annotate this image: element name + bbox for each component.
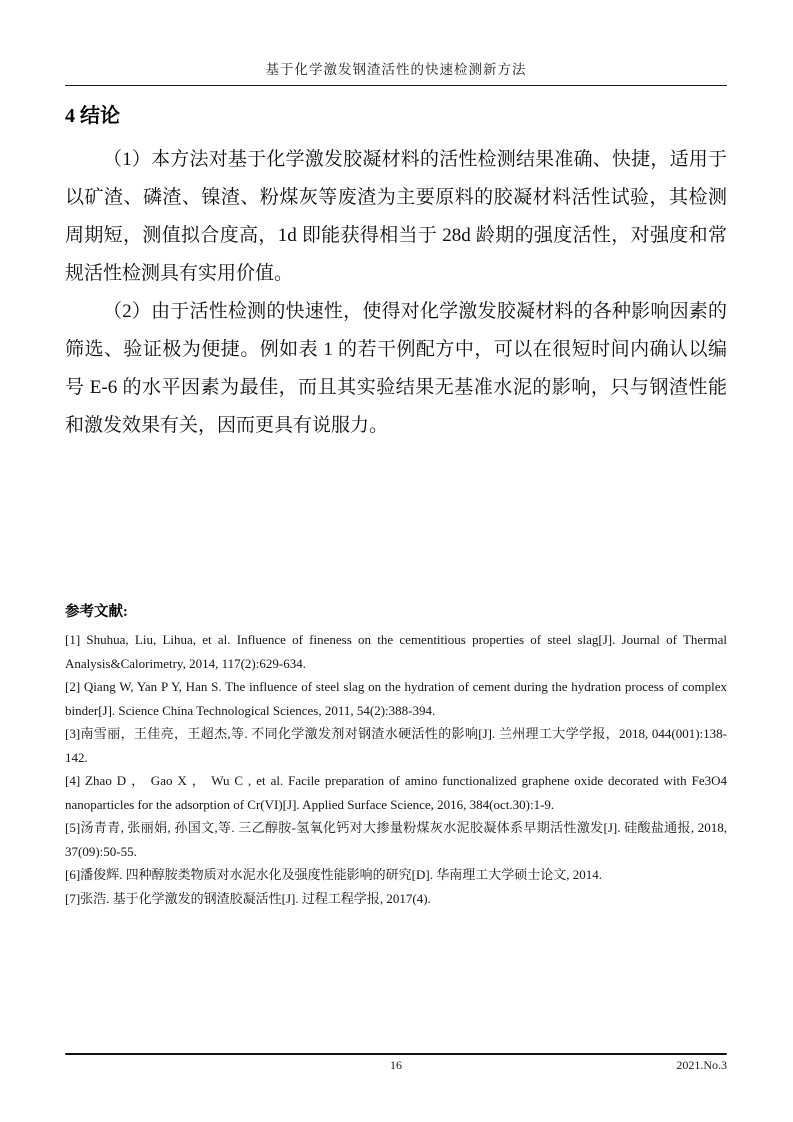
running-title: 基于化学激发钢渣活性的快速检测新方法 bbox=[265, 62, 527, 77]
reference-item-6: [6]潘俊辉. 四种醇胺类物质对水泥水化及强度性能影响的研究[D]. 华南理工大学硕士论文, 2014. bbox=[65, 867, 602, 882]
header-rule bbox=[65, 85, 727, 86]
references-heading: 参考文献: bbox=[65, 604, 128, 620]
reference-item-4: [4] Zhao D ， Gao X ， Wu C , et al. Facile preparation of amino functionalized graphene oxide decorated with Fe3O4 nanoparticles for the adsorption of Cr(VI)[J]. Applied Surface Science, 2016, 384(oct.30):1-9. bbox=[65, 773, 727, 812]
reference-item-5: [5]汤青青, 张丽娟, 孙国文,等. 三乙醇胺-氢氧化钙对大掺量粉煤灰水泥胶凝体系早期活性激发[J]. 硅酸盐通报, 2018, 37(09):50-55. bbox=[65, 820, 727, 859]
issue-label: 2021.No.3 bbox=[676, 1058, 727, 1072]
footer-rule bbox=[65, 1053, 727, 1055]
reference-item-7: [7]张浩. 基于化学激发的钢渣胶凝活性[J]. 过程工程学报, 2017(4). bbox=[65, 890, 431, 906]
conclusion-body bbox=[65, 141, 727, 445]
reference-item-2: [2] Qiang W, Yan P Y, Han S. The influence of steel slag on the hydration of cement during the hydration process of complex binder[J]. Science China Technological Sciences, 2011, 54(2):388-394. bbox=[65, 679, 727, 718]
conclusion-paragraph-1: （1）本方法对基于化学激发胶凝材料的活性检测结果准确、快捷，适用于以矿渣、磷渣、镍渣、粉煤灰等废渣为主要原料的胶凝材料活性试验，其检测周期短，测值拟合度高，1d 即能获得相当于 28d 龄期的强度活性，对强度和常规活性检测具有实用价值。 bbox=[65, 149, 727, 284]
page-footer bbox=[65, 1058, 727, 1076]
section-heading: 4 结论 bbox=[65, 105, 120, 127]
reference-item-1: [1] Shuhua, Liu, Lihua, et al. Influence of fineness on the cementitious properties of steel slag[J]. Journal of Thermal Analysis&Calorimetry, 2014, 117(2):629-634. bbox=[65, 632, 727, 671]
conclusion-paragraph-2: （2）由于活性检测的快速性，使得对化学激发胶凝材料的各种影响因素的筛选、验证极为便捷。例如表 1 的若干例配方中，可以在很短时间内确认以编号 E-6 的水平因素为最佳，而且其实验结果无基准水泥的影响，只与钢渣性能和激发效果有关，因而更具有说服力。 bbox=[65, 301, 727, 436]
references-section bbox=[65, 600, 727, 910]
reference-item-3: [3]南雪丽，王佳亮，王超杰,等. 不同化学激发剂对钢渣水硬活性的影响[J]. 兰州理工大学学报，2018, 044(001):138-142. bbox=[65, 726, 727, 765]
page-number: 16 bbox=[390, 1058, 402, 1072]
